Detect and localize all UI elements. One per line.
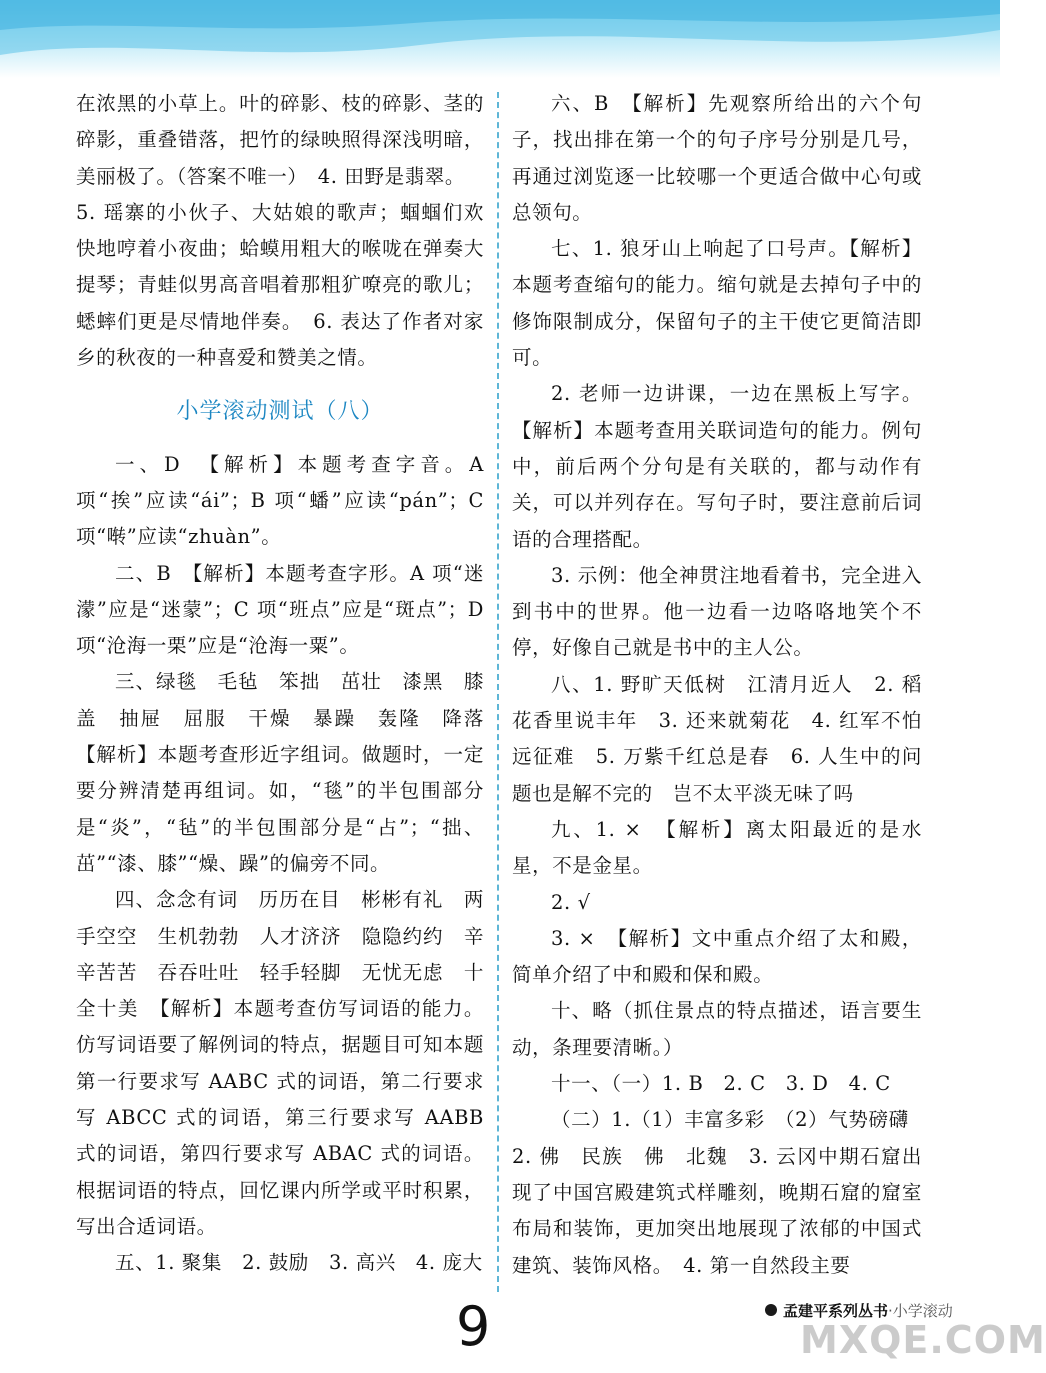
bullet-icon [765,1304,777,1316]
wave-decoration [0,0,1000,78]
answer-paragraph: 2. √ [551,890,591,914]
answer-paragraph: 十一、（一）1. B 2. C 3. D 4. C [551,1072,891,1096]
header-band [0,0,1000,78]
left-column [76,86,505,1282]
answer-paragraph: 九、1. × 【解析】离太阳最近的是水星，不是金星。 [512,817,922,878]
answer-paragraph: 一、D 【解析】本题考查字音。A 项“挨”应读“ái”；B 项“蟠”应读“pán”；C 项“啭”应读“zhuàn”。 [76,452,484,549]
right-column [512,86,922,1284]
answer-paragraph: 十、略（抓住景点的特点描述，语言要生动，条理要清晰。） [512,999,922,1059]
series-subtitle: ·小学滚动 [888,1301,953,1320]
answer-paragraph: 二、B 【解析】本题考查字形。A 项“迷濛”应是“迷蒙”；C 项“班点”应是“斑点”；D 项“沧海一栗”应是“沧海一粟”。 [76,561,484,658]
answer-paragraph: 五、1. 聚集 2. 鼓励 3. 高兴 4. 庞大 [115,1251,483,1275]
answer-paragraph: 三、绿毯 毛毡 笨拙 茁壮 漆黑 膝盖 抽屉 屈服 干燥 暴躁 轰隆 降落 【解析】本题考查形近字组词。做题时，一定要分辨清楚再组词。如，“毯”的半包围部分是“炎”，“毡”的半包围部分是“占”；“拙、茁”“漆、膝”“燥、躁”的偏旁不同。 [76,670,505,875]
answer-paragraph: 在浓黑的小草上。叶的碎影、枝的碎影、茎的碎影，重叠错落，把竹的绿映照得深浅明暗，美丽极了。（答案不唯一） 4. 田野是翡翠。 [76,92,484,188]
answer-paragraph: 七、1. 狼牙山上响起了口号声。【解析】本题考查缩句的能力。缩句就是去掉句子中的修饰限制成分，保留句子的主干使它更简洁即可。 [512,237,922,370]
answer-paragraph: 2. 老师一边讲课，一边在黑板上写字。【解析】本题考查用关联词造句的能力。例句中，前后两个分句是有关联的，都与动作有关，可以并列存在。写句子时，要注意前后词语的合理搭配。 [512,382,922,551]
series-name: 孟建平系列丛书 [783,1301,889,1320]
answer-paragraph: 3. 示例：他全神贯注地看着书，完全进入到书中的世界。他一边看一边咯咯地笑个不停，好像自己就是书中的主人公。 [512,563,922,660]
page-number: 9 [456,1295,491,1358]
answer-paragraph: 2. 佛 民族 佛 北魏 3. 云冈中期石窟出现了中国宫殿建筑式样雕刻，晚期石窟的窟室布局和装饰，更加突出地展现了浓郁的中国式建筑、装饰风格。 4. 第一自然段主要 [512,1144,922,1277]
section-title: 小学滚动测试（八） [176,399,384,425]
answer-paragraph: 3. × 【解析】文中重点介绍了太和殿，简单介绍了中和殿和保和殿。 [512,926,922,987]
answer-paragraph: （二）1.（1）丰富多彩 （2）气势磅礴 [551,1108,909,1132]
answer-paragraph: 5. 瑶寨的小伙子、大姑娘的歌声；蝈蝈们欢快地哼着小夜曲；蛤蟆用粗大的喉咙在弹奏大提琴；青蛙似男高音唱着那粗犷嘹亮的歌儿；蟋蟀们更是尽情地伴奏。 6. 表达了作者对家乡的秋夜的一种喜爱和赞美之情。 [76,200,484,370]
answer-paragraph: 四、念念有词 历历在目 彬彬有礼 两手空空 生机勃勃 人才济济 隐隐约约 辛辛苦苦 吞吞吐吐 轻手轻脚 无忧无虑 十全十美 【解析】本题考查仿写词语的能力。仿写词语要了解例词的特点，据题目可知本题第一行要求写 AABC 式的词语，第二行要求写 ABCC 式的词语，第三行要求写 AABB 式的词语，第四行要求写 ABAC 式的词语。根据词语的特点，回忆课内所学或平时积累，写出合适词语。 [76,888,484,1238]
column-divider [497,92,499,1292]
watermark-logo: MXQE.COM [800,1318,1046,1362]
answer-paragraph: 六、B 【解析】先观察所给出的六个句子，找出排在第一个的句子序号分别是几号，再通过浏览逐一比较哪一个更适合做中心句或总领句。 [512,92,922,224]
answer-paragraph: 八、1. 野旷天低树 江清月近人 2. 稻花香里说丰年 3. 还来就菊花 4. 红军不怕远征难 5. 万紫千红总是春 6. 人生中的问题也是解不完的 岂不太平淡无味了吗 [512,672,922,805]
